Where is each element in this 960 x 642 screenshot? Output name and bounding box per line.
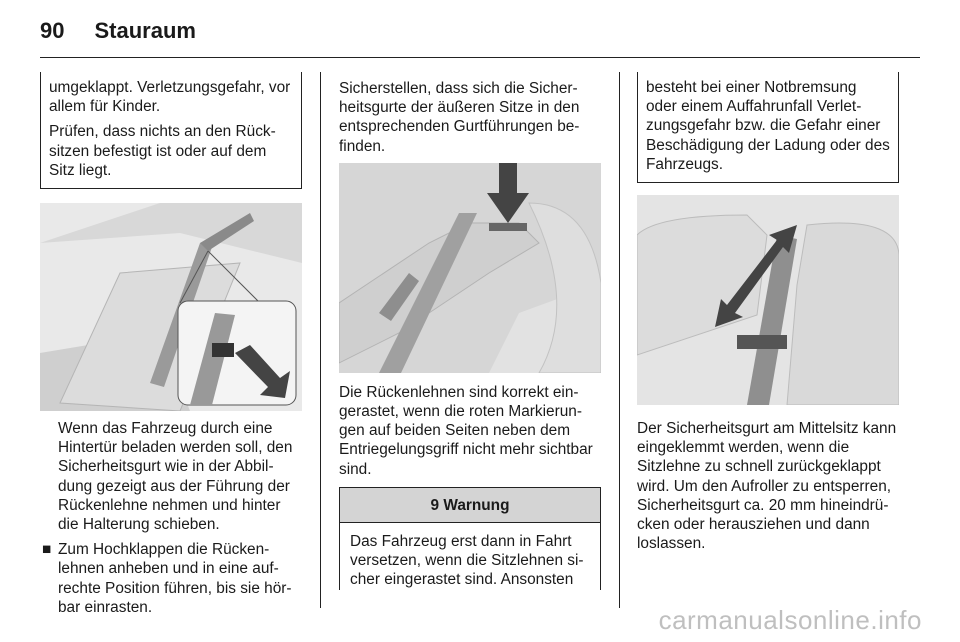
column-3	[637, 72, 899, 559]
bullet-text: Zum Hochklappen die Rücken-lehnen anheben und in eine auf-rechte Position führen, bis sie hör-bar einrasten.	[58, 541, 292, 616]
page-title: Stauraum	[94, 18, 196, 43]
box-paragraph-1: umgeklappt. Verletzungsgefahr, vor allem für Kinder.	[49, 79, 291, 116]
body-paragraph-3: Der Sicherheitsgurt am Mittelsitz kann eingeklemmt werden, wenn die Sitzlehne zu schnell zurückgeklappt wird. Um den Aufroller zu entsperren, Sicherheitsgurt ca. 20 mm hineindrü-cken oder herausziehen und dann loslassen.	[637, 420, 897, 553]
watermark: carmanualsonline.info	[658, 605, 922, 635]
center-seat-belt-illustration	[637, 195, 899, 405]
seat-belt-guide-illustration	[40, 203, 302, 411]
body-paragraph: Die Rückenlehnen sind korrekt ein-gerastet, wenn die roten Markierun-gen auf beiden Seiten neben dem Entriegelungsgriff nicht mehr sichtbar sind.	[339, 383, 593, 478]
page-number: 90	[40, 18, 65, 43]
intro-paragraph: Sicherstellen, dass sich die Sicher-heitsgurte der äußeren Sitze in den entsprechenden Gurtführungen be-finden.	[339, 80, 580, 155]
warning-title: Warnung	[443, 496, 510, 514]
figure-seat-belt-guide	[40, 203, 302, 411]
page-header	[40, 18, 196, 44]
instruction-paragraph: Wenn das Fahrzeug durch eine Hintertür beladen werden soll, den Sicherheitsgurt wie in der Abbil-dung gezeigt aus der Führung der Rückenlehne nehmen und hinter die Halterung schieben.	[58, 420, 293, 534]
figure-center-belt	[637, 195, 899, 405]
box-paragraph-2: Prüfen, dass nichts an den Rück-sitzen befestigt ist oder auf dem Sitz liegt.	[49, 123, 276, 179]
warning-box	[339, 487, 601, 590]
warning-body	[340, 523, 600, 590]
column-2	[339, 79, 601, 590]
continued-warning-box	[40, 72, 302, 189]
figure-belt-guide	[339, 163, 601, 373]
belt-guide-arrow-illustration	[339, 163, 601, 373]
warning-triangle-icon: 9	[430, 496, 440, 514]
bullet-mark: ■	[42, 541, 52, 559]
continued-warning-box-2	[637, 72, 899, 183]
warning-text: Das Fahrzeug erst dann in Fahrt versetzen, wenn die Sitzlehnen si-cher eingerastet sind. Ansonsten	[350, 533, 584, 589]
warning-header	[340, 488, 600, 523]
box-paragraph: besteht bei einer Notbremsung oder einem Auffahrunfall Verlet-zungsgefahr bzw. die Gefahr einer Beschädigung der Ladung oder des Fahrzeugs.	[646, 79, 890, 173]
header-rule	[40, 57, 920, 58]
column-1	[40, 72, 302, 617]
column-divider-2	[619, 72, 620, 608]
column-divider-1	[320, 72, 321, 608]
bullet-item	[40, 540, 302, 617]
